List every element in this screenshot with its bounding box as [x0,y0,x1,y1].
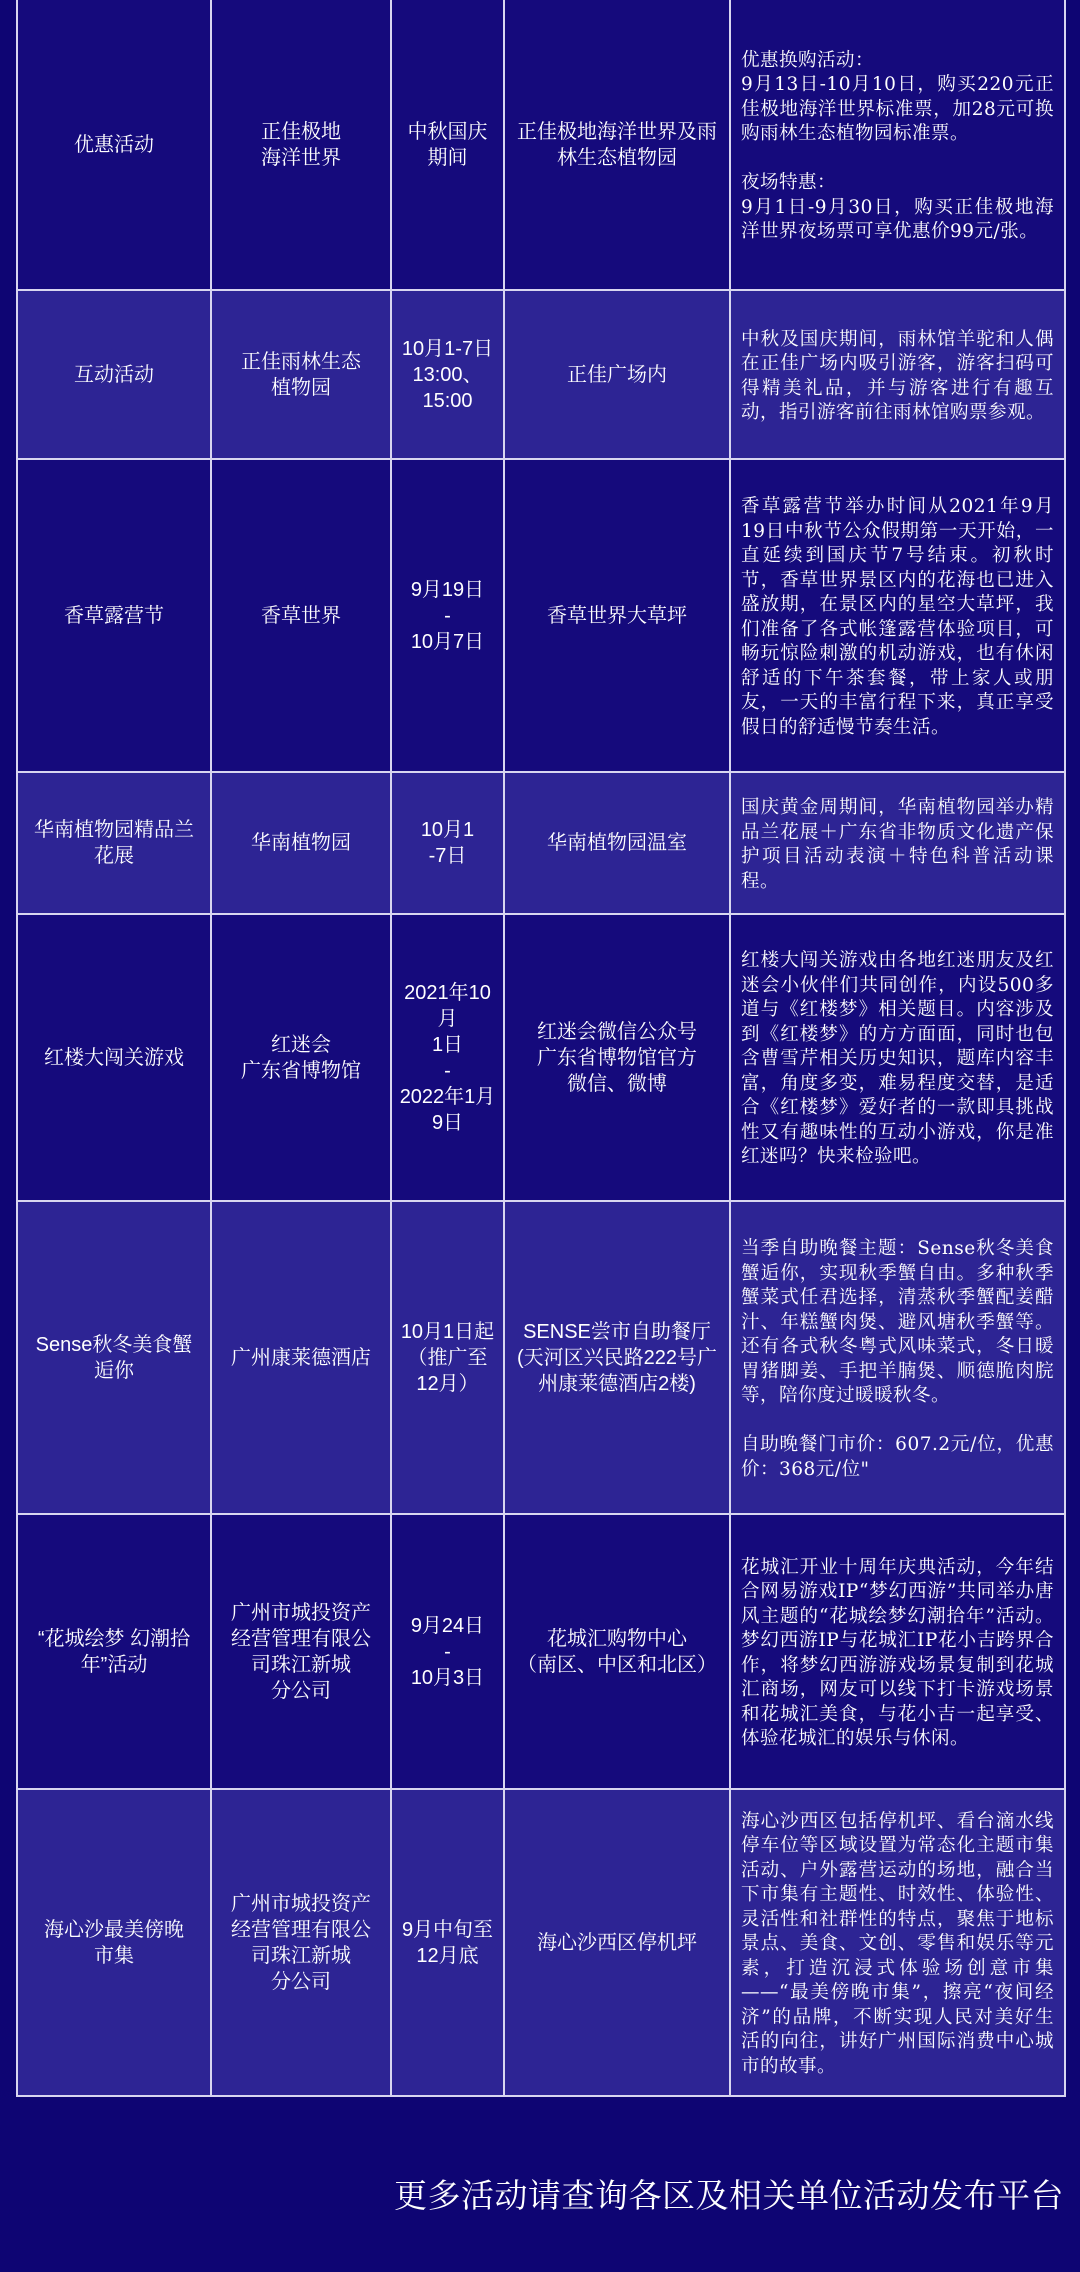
event-organizer: 广州市城投资产 经营管理有限公 司珠江新城 分公司 [211,1789,391,2096]
event-location: 海心沙西区停机坪 [504,1789,730,2096]
table-row [17,459,1065,772]
event-time: 9月19日 - 10月7日 [391,459,504,772]
event-name: 华南植物园精品兰 花展 [17,772,211,914]
event-description: 优惠换购活动： 9月13日-10月10日，购买220元正佳极地海洋世界标准票，加28元可换购雨林生态植物园标准票。 夜场特惠： 9月1日-9月30日，购买正佳极地海洋世界夜场票可享优惠价99元/张。 [730,0,1065,290]
event-time: 10月1 -7日 [391,772,504,914]
event-organizer: 香草世界 [211,459,391,772]
event-location: 红迷会微信公众号 广东省博物馆官方 微信、微博 [504,914,730,1201]
event-description: 香草露营节举办时间从2021年9月19日中秋节公众假期第一天开始，一直延续到国庆节7号结束。初秋时节，香草世界景区内的花海也已进入盛放期，在景区内的星空大草坪，我们准备了各式帐篷露营体验项目，可畅玩惊险刺激的机动游戏，也有休闲舒适的下午茶套餐，带上家人或朋友，一天的丰富行程下来，真正享受假日的舒适慢节奏生活。 [730,459,1065,772]
event-location: 花城汇购物中心 （南区、中区和北区） [504,1514,730,1789]
table-row [17,1201,1065,1514]
event-name: 优惠活动 [17,0,211,290]
table-row [17,1514,1065,1789]
footer-note: 更多活动请查询各区及相关单位活动发布平台 [394,2177,1064,2214]
event-name: Sense秋冬美食蟹 逅你 [17,1201,211,1514]
event-organizer: 正佳极地 海洋世界 [211,0,391,290]
event-description: 海心沙西区包括停机坪、看台滴水线停车位等区域设置为常态化主题市集活动、户外露营运动的场地，融合当下市集有主题性、时效性、体验性、灵活性和社群性的特点，聚焦于地标景点、美食、文创、零售和娱乐等元素，打造沉浸式体验场创意市集——“最美傍晚市集”，擦亮“夜间经济”的品牌，不断实现人民对美好生活的向往，讲好广州国际消费中心城市的故事。 [730,1789,1065,2096]
event-description: 花城汇开业十周年庆典活动，今年结合网易游戏IP“梦幻西游”共同举办唐风主题的“花城绘梦幻潮拾年”活动。梦幻西游IP与花城汇IP花小吉跨界合作，将梦幻西游游戏场景复制到花城汇商场，网友可以线下打卡游戏场景和花城汇美食，与花小吉一起享受、体验花城汇的娱乐与休闲。 [730,1514,1065,1789]
event-organizer: 广州市城投资产 经营管理有限公 司珠江新城 分公司 [211,1514,391,1789]
table-row [17,772,1065,914]
events-table [16,0,1066,2097]
event-name: 海心沙最美傍晚 市集 [17,1789,211,2096]
event-location: 华南植物园温室 [504,772,730,914]
event-location: SENSE尝市自助餐厅 (天河区兴民路222号广 州康莱德酒店2楼) [504,1201,730,1514]
event-location: 正佳广场内 [504,290,730,459]
event-organizer: 广州康莱德酒店 [211,1201,391,1514]
event-organizer: 华南植物园 [211,772,391,914]
event-organizer: 正佳雨林生态 植物园 [211,290,391,459]
table-row [17,0,1065,290]
event-time: 2021年10月 1日 - 2022年1月 9日 [391,914,504,1201]
event-name: 红楼大闯关游戏 [17,914,211,1201]
event-time: 10月1日起 （推广至 12月） [391,1201,504,1514]
event-organizer: 红迷会 广东省博物馆 [211,914,391,1201]
event-time: 中秋国庆 期间 [391,0,504,290]
event-name: 香草露营节 [17,459,211,772]
event-location: 香草世界大草坪 [504,459,730,772]
table-row [17,914,1065,1201]
table-row [17,1789,1065,2096]
event-description: 中秋及国庆期间，雨林馆羊驼和人偶在正佳广场内吸引游客，游客扫码可得精美礼品，并与游客进行有趣互动，指引游客前往雨林馆购票参观。 [730,290,1065,459]
event-time: 9月24日 - 10月3日 [391,1514,504,1789]
event-location: 正佳极地海洋世界及雨 林生态植物园 [504,0,730,290]
event-name: “花城绘梦 幻潮拾 年”活动 [17,1514,211,1789]
event-description: 红楼大闯关游戏由各地红迷朋友及红迷会小伙伴们共同创作，内设500多道与《红楼梦》相关题目。内容涉及到《红楼梦》的方方面面，同时也包含曹雪芹相关历史知识，题库内容丰富，角度多变，难易程度交替，是适合《红楼梦》爱好者的一款即具挑战性又有趣味性的互动小游戏，你是准红迷吗？快来检验吧。 [730,914,1065,1201]
event-description: 当季自助晚餐主题：Sense秋冬美食蟹逅你，实现秋季蟹自由。多种秋季蟹菜式任君选择，清蒸秋季蟹配姜醋汁、年糕蟹肉煲、避风塘秋季蟹等。还有各式秋冬粤式风味菜式，冬日暖胃猪脚姜、手把羊腩煲、顺德脆肉脘等，陪你度过暖暖秋冬。 自助晚餐门市价：607.2元/位，优惠价：368元/位" [730,1201,1065,1514]
event-time: 10月1-7日 13:00、 15:00 [391,290,504,459]
event-description: 国庆黄金周期间，华南植物园举办精品兰花展＋广东省非物质文化遗产保护项目活动表演＋特色科普活动课程。 [730,772,1065,914]
table-row [17,290,1065,459]
event-time: 9月中旬至 12月底 [391,1789,504,2096]
event-name: 互动活动 [17,290,211,459]
